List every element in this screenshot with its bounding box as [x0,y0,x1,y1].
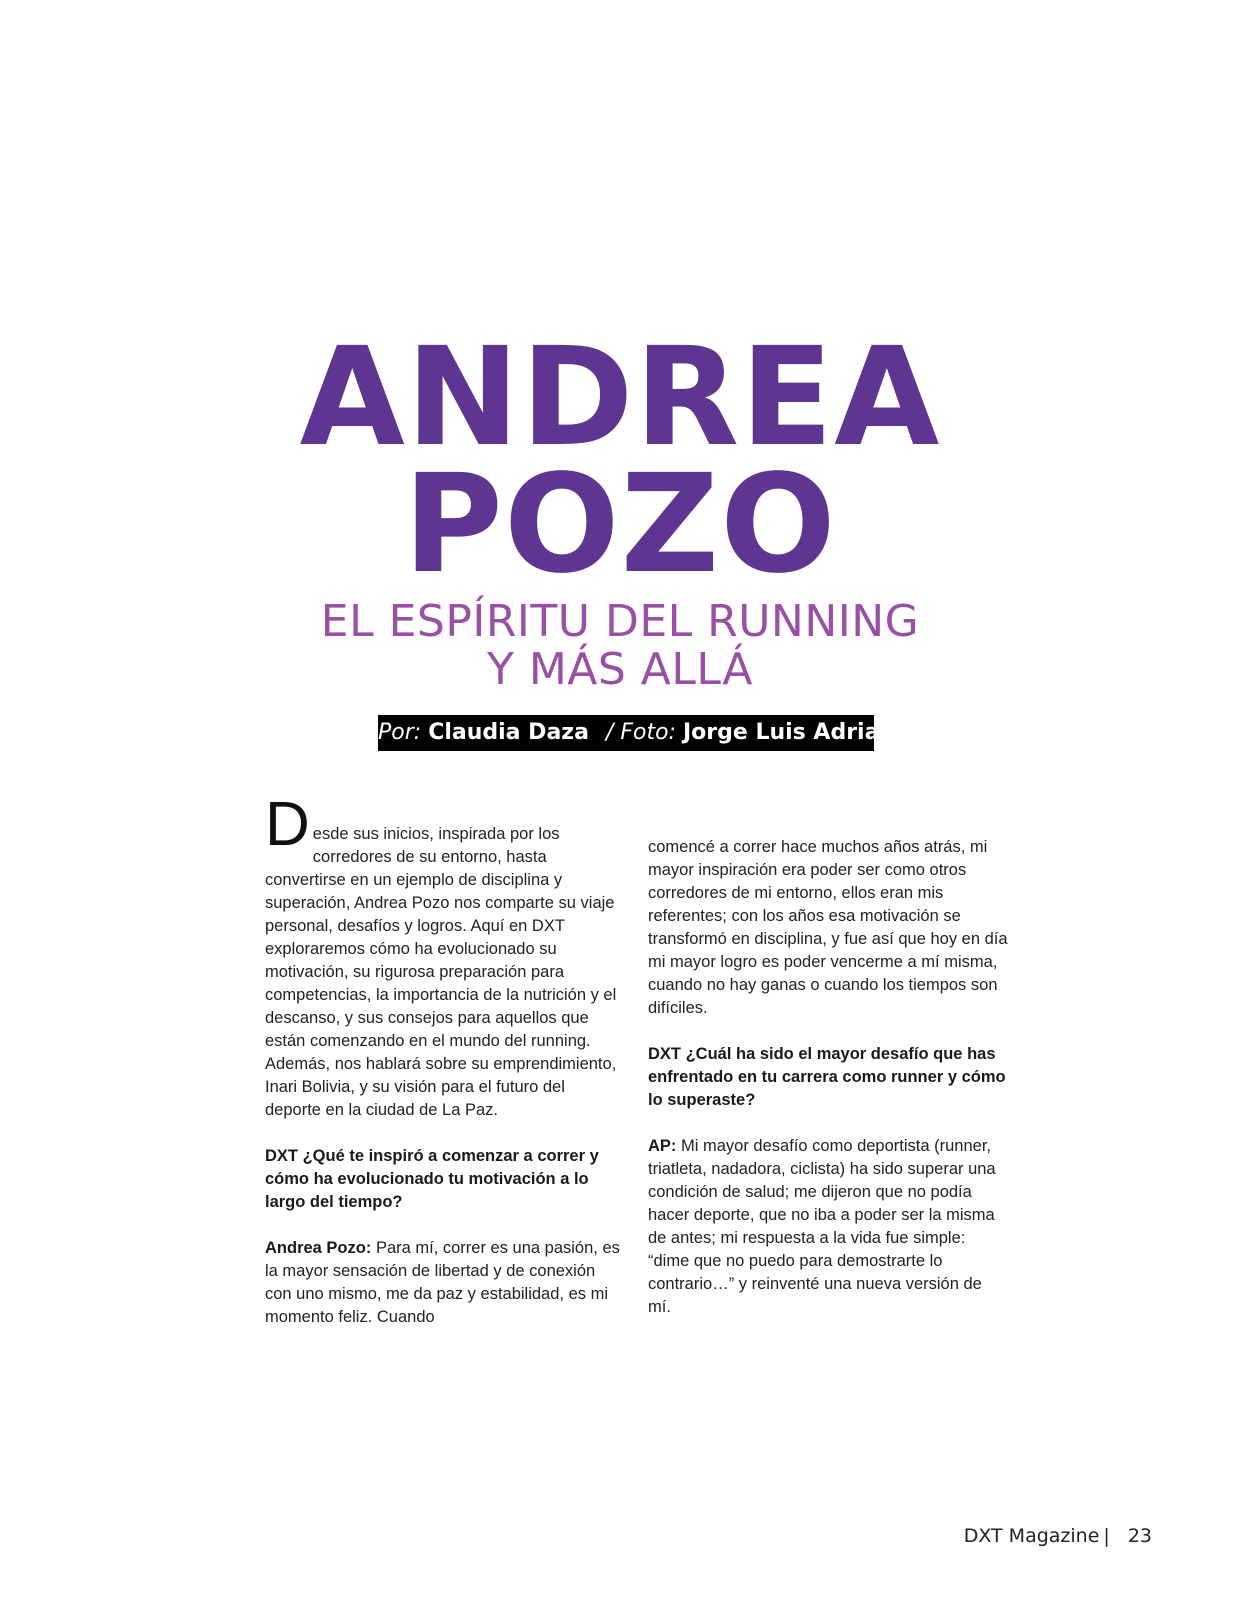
title-line-2: POZO [403,446,837,604]
photo-label: / Foto: [605,720,676,745]
answer-1-speaker: Andrea Pozo: [265,1239,372,1257]
answer-1 [265,1237,625,1329]
page-footer [964,1525,1152,1547]
answer-2-text: Mi mayor desafío como deportista (runner, triatleta, nadadora, ciclista) ha sido superar una condición de salud; me dijeron que no podía hacer deporte, que no iba a poder ser la misma de antes; mi respuesta a la vida fue simple: “dime que no puedo para demostrarte lo contrario…” y reinventé una nueva versión de mí. [648,1137,996,1316]
answer-1-continued: comencé a correr hace muchos años atrás, mi mayor inspiración era poder ser como otros corredores de mi entorno, ellos eran mis referentes; con los años esa motivación se transformó en disciplina, y fue así que hoy en día mi mayor logro es poder vencerme a mí misma, cuando no hay ganas o cuando los tiempos son difíciles. [648,838,1008,1017]
page-number: 23 [1127,1525,1152,1547]
author-name: Claudia Daza [428,720,589,745]
article-subtitle [0,598,1240,694]
intro-text: corredores de su entorno, hasta convertirse en un ejemplo de disciplina y superación, Andrea Pozo nos comparte su viaje personal, desafíos y logros. Aquí en DXT exploraremos cómo ha evolucionado su motivación, su rigurosa preparación para competencias, la importancia de la nutrición y el descanso, y sus consejos para aquellos que están comenzando en el mundo del running. Además, nos hablará sobre su emprendimiento, Inari Bolivia, y su visión para el futuro del deporte en la ciudad de La Paz. [265,848,617,1119]
byline-bar [378,715,896,751]
subtitle-line-1: EL ESPÍRITU DEL RUNNING [320,596,920,647]
by-label: Por: [378,720,422,745]
question-2: DXT ¿Cuál ha sido el mayor desafío que has enfrentado en tu carrera como runner y cómo lo superaste? [648,1045,1006,1109]
article-column-left [265,790,625,1352]
question-1: DXT ¿Qué te inspiró a comenzar a correr y cómo ha evolucionado tu motivación a lo largo del tiempo? [265,1147,599,1211]
answer-2-speaker: AP: [648,1137,677,1155]
answer-1-text: Para mí, correr es una pasión, es la mayor sensación de libertad y de conexión con uno mismo, me da paz y estabilidad, es mi momento feliz. Cuando [265,1239,620,1326]
subtitle-line-2: Y MÁS ALLÁ [486,644,754,695]
drop-cap: D [265,790,310,859]
article-column-right [648,836,1008,1342]
intro-first-line: esde sus inicios, inspirada por los [312,825,560,843]
title-line-1: ANDREA [299,319,941,477]
photographer-name: Jorge Luis Adrian [682,720,896,745]
footer-divider: | [1103,1525,1110,1547]
intro-paragraph [265,790,625,1122]
magazine-name: DXT Magazine [963,1525,1100,1547]
article-title [0,319,1240,604]
answer-2 [648,1135,1008,1319]
